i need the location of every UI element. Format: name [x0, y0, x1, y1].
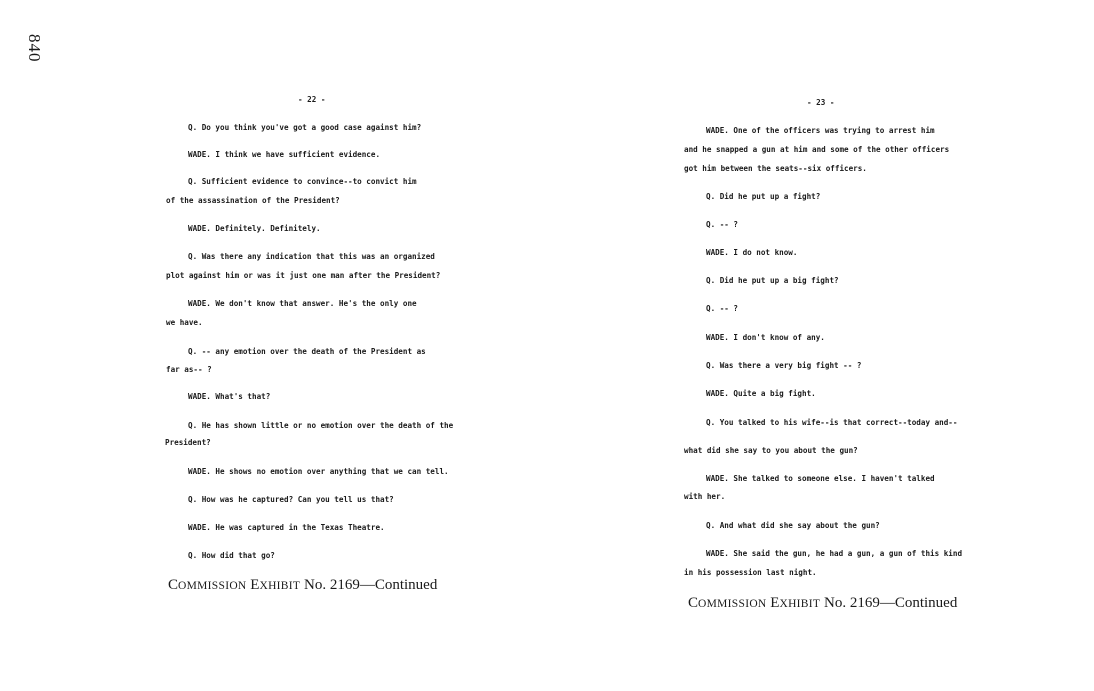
transcript-line: got him between the seats--six officers. — [684, 164, 867, 173]
caption-initial: E — [250, 577, 260, 593]
transcript-line: Q. He has shown little or no emotion over the death of the — [188, 421, 454, 430]
page-label: - 23 - — [807, 98, 835, 107]
page-label: - 22 - — [298, 95, 326, 104]
transcript-line: Q. You talked to his wife--is that correct--today and-- — [706, 418, 958, 427]
transcript-line: WADE. She said the gun, he had a gun, a gun of this kind — [706, 549, 963, 558]
transcript-line: Q. Do you think you've got a good case against him? — [188, 123, 422, 132]
transcript-line: what did she say to you about the gun? — [684, 446, 858, 455]
transcript-line: in his possession last night. — [684, 568, 817, 577]
transcript-line: WADE. What's that? — [188, 392, 271, 401]
exhibit-caption — [688, 595, 957, 612]
transcript-line: Q. Was there any indication that this was an organized — [188, 252, 435, 261]
transcript-line: Q. Sufficient evidence to convince--to convict him — [188, 177, 417, 186]
transcript-line: of the assassination of the President? — [166, 196, 340, 205]
transcript-line: Q. How was he captured? Can you tell us that? — [188, 495, 394, 504]
transcript-line: Q. Did he put up a big fight? — [706, 276, 839, 285]
transcript-line: WADE. Definitely. Definitely. — [188, 224, 321, 233]
exhibit-caption — [168, 577, 437, 594]
transcript-line: WADE. He shows no emotion over anything that we can tell. — [188, 467, 449, 476]
transcript-line: WADE. She talked to someone else. I haven't talked — [706, 474, 935, 483]
transcript-line: with her. — [684, 492, 726, 501]
transcript-line: we have. — [166, 318, 203, 327]
caption-rest: No. 2169—Continued — [303, 577, 438, 593]
caption-smallcaps: XHIBIT — [259, 580, 301, 592]
caption-initial: C — [168, 577, 179, 593]
transcript-line: Q. How did that go? — [188, 551, 275, 560]
transcript-line: WADE. One of the officers was trying to arrest him — [706, 126, 935, 135]
transcript-line: and he snapped a gun at him and some of the other officers — [684, 145, 950, 154]
transcript-line: plot against him or was it just one man after the President? — [166, 271, 441, 280]
transcript-line: Q. Was there a very big fight -- ? — [706, 361, 862, 370]
transcript-line: Q. -- any emotion over the death of the President as — [188, 347, 426, 356]
caption-smallcaps: OMMISSION — [698, 598, 767, 610]
caption-smallcaps: XHIBIT — [779, 598, 821, 610]
transcript-line: Q. Did he put up a fight? — [706, 192, 821, 201]
transcript-line: WADE. We don't know that answer. He's the only one — [188, 299, 417, 308]
transcript-line: President? — [165, 438, 211, 447]
transcript-line: Q. And what did she say about the gun? — [706, 521, 880, 530]
volume-page-number: 840 — [25, 34, 44, 63]
transcript-line: WADE. He was captured in the Texas Theatre. — [188, 523, 385, 532]
caption-smallcaps: OMMISSION — [178, 580, 247, 592]
caption-initial: C — [688, 595, 699, 611]
transcript-line: far as-- ? — [166, 365, 212, 374]
transcript-line: WADE. I don't know of any. — [706, 333, 825, 342]
transcript-line: WADE. I do not know. — [706, 248, 798, 257]
transcript-line: Q. -- ? — [706, 304, 739, 313]
caption-initial: E — [770, 595, 780, 611]
transcript-line: WADE. Quite a big fight. — [706, 389, 816, 398]
caption-rest: No. 2169—Continued — [823, 595, 958, 611]
transcript-line: Q. -- ? — [706, 220, 739, 229]
transcript-line: WADE. I think we have sufficient evidence. — [188, 150, 381, 159]
